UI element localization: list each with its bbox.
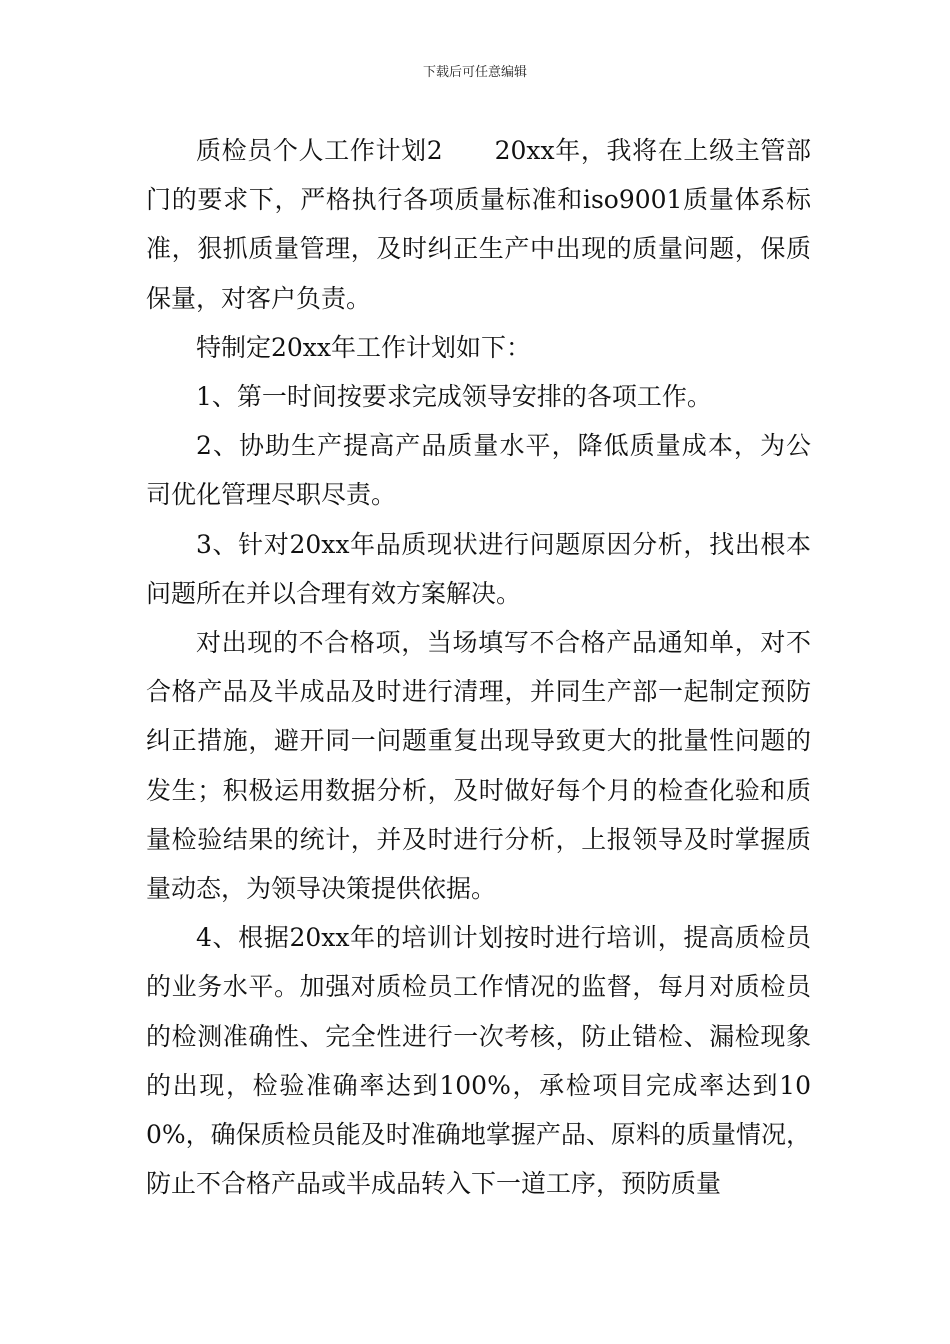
paragraph-item-3: 3、针对20xx年品质现状进行问题原因分析，找出根本问题所在并以合理有效方案解决。 <box>146 529 811 608</box>
paragraph-plan-heading: 特制定20xx年工作计划如下： <box>196 332 532 362</box>
document-body <box>146 126 811 1208</box>
paragraph-intro: 质检员个人工作计划2 20xx年，我将在上级主管部门的要求下，严格执行各项质量标准和iso9001质量体系标准，狠抓质量管理，及时纠正生产中出现的质量问题，保质保量，对客户负责。 <box>146 136 811 313</box>
paragraph-item-1: 1、第一时间按要求完成领导安排的各项工作。 <box>196 382 712 412</box>
page-header-note: 下载后可任意编辑 <box>422 65 527 80</box>
paragraph-nonconformity: 对出现的不合格项，当场填写不合格产品通知单，对不合格产品及半成品及时进行清理，并同生产部一起制定预防纠正措施，避开同一问题重复出现导致更大的批量性问题的发生；积极运用数据分析，及时做好每个月的检查化验和质量检验结果的统计，并及时进行分析，上报领导及时掌握质量动态，为领导决策提供依据。 <box>146 628 811 904</box>
paragraph-item-4: 4、根据20xx年的培训计划按时进行培训，提高质检员的业务水平。加强对质检员工作情况的监督，每月对质检员的检测准确性、完全性进行一次考核，防止错检、漏检现象的出现，检验准确率达到100%，承检项目完成率达到100%，确保质检员能及时准确地掌握产品、原料的质量情况，防止不合格产品或半成品转入下一道工序，预防质量 <box>146 923 811 1199</box>
paragraph-item-2: 2、协助生产提高产品质量水平，降低质量成本，为公司优化管理尽职尽责。 <box>146 431 811 510</box>
